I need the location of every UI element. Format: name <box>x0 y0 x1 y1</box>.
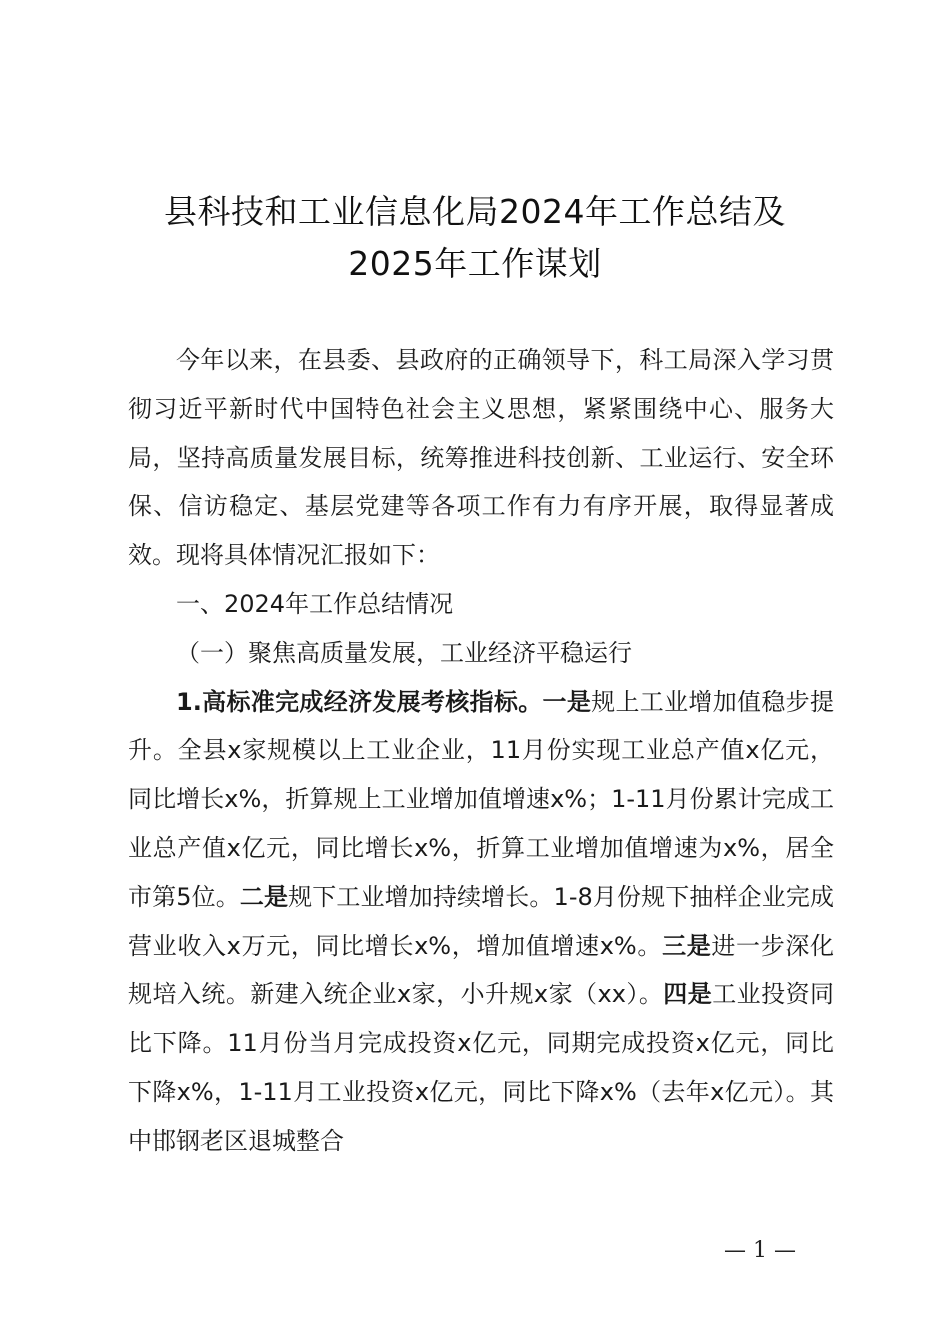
document-title-line1: 县科技和工业信息化局2024年工作总结及 <box>164 192 786 231</box>
item-marker-1: 一是 <box>542 687 592 716</box>
item-text-1: 规上工业增加值稳步提升。全县x家规模以上工业企业，11月份实现工业总产值x亿元，同比增长x%，折算规上工业增加值增速x%；1-11月份累计完成工业总产值x亿元，同比增长x%，折算工业增加值增速为x%，居全市第5位。 <box>128 687 834 911</box>
item-lead: 1.高标准完成经济发展考核指标。 <box>176 687 543 716</box>
item-text-3: 进一步深化规培入统。新建入统企业x家，小升规x家（xx）。 <box>128 931 835 1009</box>
item-marker-2: 二是 <box>239 882 289 911</box>
item-marker-3: 三是 <box>662 931 712 960</box>
item-text-4: 工业投资同比下降。11月份当月完成投资x亿元，同期完成投资x亿元，同比下降x%，1-11月工业投资x亿元，同比下降x%（去年x亿元）。其中邯钢老区退城整合 <box>128 980 835 1155</box>
section-heading: 一、2024年工作总结情况 <box>176 589 454 618</box>
page-number: — 1 — <box>724 1238 796 1263</box>
document-body <box>128 336 834 1166</box>
item-text-2: 规下工业增加持续增长。1-8月份规下抽样企业完成营业收入x万元，同比增长x%，增加值增速x%。 <box>128 882 835 960</box>
item-paragraph <box>128 678 834 1166</box>
item-marker-4: 四是 <box>663 980 713 1009</box>
intro-paragraph: 今年以来，在县委、县政府的正确领导下，科工局深入学习贯彻习近平新时代中国特色社会主义思想，紧紧围绕中心、服务大局，坚持高质量发展目标，统筹推进科技创新、工业运行、安全环保、信访稳定、基层党建等各项工作有力有序开展，取得显著成效。现将具体情况汇报如下： <box>128 346 834 570</box>
subsection-heading: （一）聚焦高质量发展，工业经济平稳运行 <box>176 638 632 667</box>
document-title-line2: 2025年工作谋划 <box>348 244 602 283</box>
